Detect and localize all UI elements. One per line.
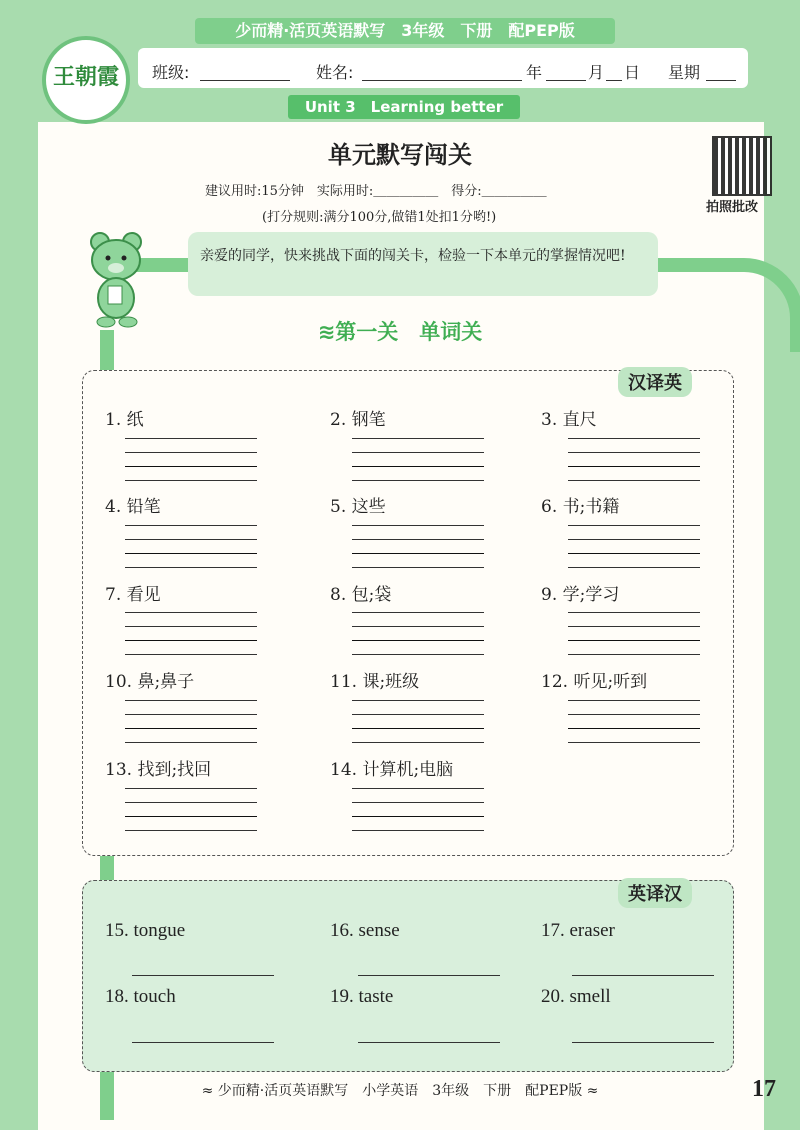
class-field[interactable]	[200, 80, 290, 81]
page-number: 17	[752, 1076, 776, 1102]
writing-line[interactable]	[352, 700, 484, 701]
day-field[interactable]	[606, 80, 622, 81]
series-title: 少而精·活页英语默写 3年级 下册 配PEP版	[195, 18, 615, 44]
bubble-text: 亲爱的同学，快来挑战下面的闯关卡，检验一下本单元的掌握情况吧!	[200, 248, 626, 264]
writing-line[interactable]	[125, 525, 257, 526]
question-19: 19. taste	[330, 986, 394, 1007]
writing-line[interactable]	[352, 728, 484, 729]
writing-line[interactable]	[125, 640, 257, 641]
question-14: 14. 计算机;电脑	[330, 760, 454, 780]
question-11: 11. 课;班级	[330, 672, 420, 692]
writing-line[interactable]	[568, 480, 700, 481]
writing-line[interactable]	[352, 612, 484, 613]
writing-line[interactable]	[568, 567, 700, 568]
logo-text: 王朝霞	[52, 64, 119, 90]
writing-line[interactable]	[352, 802, 484, 803]
writing-line[interactable]	[352, 480, 484, 481]
answer-line-15[interactable]	[132, 975, 274, 976]
writing-line[interactable]	[125, 830, 257, 831]
writing-line[interactable]	[125, 700, 257, 701]
writing-line[interactable]	[352, 626, 484, 627]
writing-line[interactable]	[125, 728, 257, 729]
section-tag-cn-en: 汉译英	[618, 367, 692, 397]
footer-text: ≈ 少而精·活页英语默写 小学英语 3年级 下册 配PEP版 ≈	[201, 1083, 599, 1099]
writing-line[interactable]	[352, 714, 484, 715]
time-score-row: 建议用时:15分钟 实际用时:＿＿＿＿＿ 得分:＿＿＿＿＿	[205, 184, 547, 199]
year-field[interactable]	[478, 80, 522, 81]
week-label: 星期	[668, 63, 701, 82]
writing-line[interactable]	[125, 802, 257, 803]
unit-title: Unit 3 Learning better	[288, 95, 520, 119]
scoring-rule: (打分规则:满分100分,做错1处扣1分哟!)	[262, 210, 497, 225]
question-1: 1. 纸	[105, 410, 144, 430]
writing-line[interactable]	[568, 700, 700, 701]
question-5: 5. 这些	[330, 497, 386, 517]
section-tag-en-cn: 英译汉	[618, 878, 692, 908]
writing-line[interactable]	[568, 438, 700, 439]
writing-line[interactable]	[125, 612, 257, 613]
answer-line-19[interactable]	[358, 1042, 500, 1043]
page-title: 单元默写闯关	[328, 141, 472, 169]
question-10: 10. 鼻;鼻子	[105, 672, 195, 692]
writing-line[interactable]	[125, 714, 257, 715]
writing-line[interactable]	[352, 525, 484, 526]
question-9: 9. 学;学习	[541, 585, 620, 605]
writing-line[interactable]	[352, 539, 484, 540]
writing-line[interactable]	[125, 626, 257, 627]
answer-line-18[interactable]	[132, 1042, 274, 1043]
writing-line[interactable]	[352, 553, 484, 554]
question-20: 20. smell	[541, 986, 611, 1007]
writing-line[interactable]	[125, 539, 257, 540]
question-16: 16. sense	[330, 920, 400, 941]
writing-line[interactable]	[568, 612, 700, 613]
writing-line[interactable]	[125, 553, 257, 554]
writing-line[interactable]	[568, 714, 700, 715]
level-title: ≋第一关 单词关	[317, 320, 483, 344]
writing-line[interactable]	[568, 525, 700, 526]
info-bar	[138, 48, 748, 88]
writing-line[interactable]	[352, 567, 484, 568]
answer-line-20[interactable]	[572, 1042, 714, 1043]
month-label: 月	[588, 63, 605, 82]
writing-line[interactable]	[352, 742, 484, 743]
question-18: 18. touch	[105, 986, 176, 1007]
qr-label: 拍照批改	[706, 200, 759, 215]
writing-line[interactable]	[568, 466, 700, 467]
year-label: 年	[526, 63, 543, 82]
writing-line[interactable]	[352, 816, 484, 817]
writing-line[interactable]	[125, 438, 257, 439]
writing-line[interactable]	[125, 466, 257, 467]
writing-line[interactable]	[352, 452, 484, 453]
writing-line[interactable]	[568, 654, 700, 655]
question-7: 7. 看见	[105, 585, 161, 605]
answer-line-16[interactable]	[358, 975, 500, 976]
writing-line[interactable]	[125, 480, 257, 481]
writing-line[interactable]	[352, 466, 484, 467]
writing-line[interactable]	[568, 728, 700, 729]
name-label: 姓名:	[316, 63, 354, 82]
chinese-to-english-box	[82, 370, 734, 856]
answer-line-17[interactable]	[572, 975, 714, 976]
english-to-chinese-box	[82, 880, 734, 1072]
question-15: 15. tongue	[105, 920, 186, 941]
writing-line[interactable]	[125, 452, 257, 453]
bear-mascot-icon	[82, 228, 150, 328]
question-3: 3. 直尺	[541, 410, 597, 430]
writing-line[interactable]	[125, 654, 257, 655]
writing-line[interactable]	[125, 816, 257, 817]
writing-line[interactable]	[125, 788, 257, 789]
class-label: 班级:	[152, 63, 190, 82]
writing-line[interactable]	[568, 640, 700, 641]
writing-line[interactable]	[352, 438, 484, 439]
writing-line[interactable]	[568, 452, 700, 453]
writing-line[interactable]	[352, 640, 484, 641]
question-6: 6. 书;书籍	[541, 497, 620, 517]
qr-code-icon[interactable]	[712, 136, 772, 196]
writing-line[interactable]	[125, 742, 257, 743]
question-12: 12. 听见;听到	[541, 672, 648, 692]
writing-line[interactable]	[568, 626, 700, 627]
day-label: 日	[624, 63, 641, 82]
question-17: 17. eraser	[541, 920, 615, 941]
month-field[interactable]	[546, 80, 586, 81]
writing-line[interactable]	[568, 742, 700, 743]
question-4: 4. 铅笔	[105, 497, 161, 517]
writing-line[interactable]	[352, 654, 484, 655]
question-13: 13. 找到;找回	[105, 760, 212, 780]
writing-line[interactable]	[352, 788, 484, 789]
writing-line[interactable]	[568, 539, 700, 540]
writing-line[interactable]	[352, 830, 484, 831]
writing-line[interactable]	[568, 553, 700, 554]
question-2: 2. 钢笔	[330, 410, 386, 430]
writing-line[interactable]	[125, 567, 257, 568]
question-8: 8. 包;袋	[330, 585, 392, 605]
week-field[interactable]	[706, 80, 736, 81]
